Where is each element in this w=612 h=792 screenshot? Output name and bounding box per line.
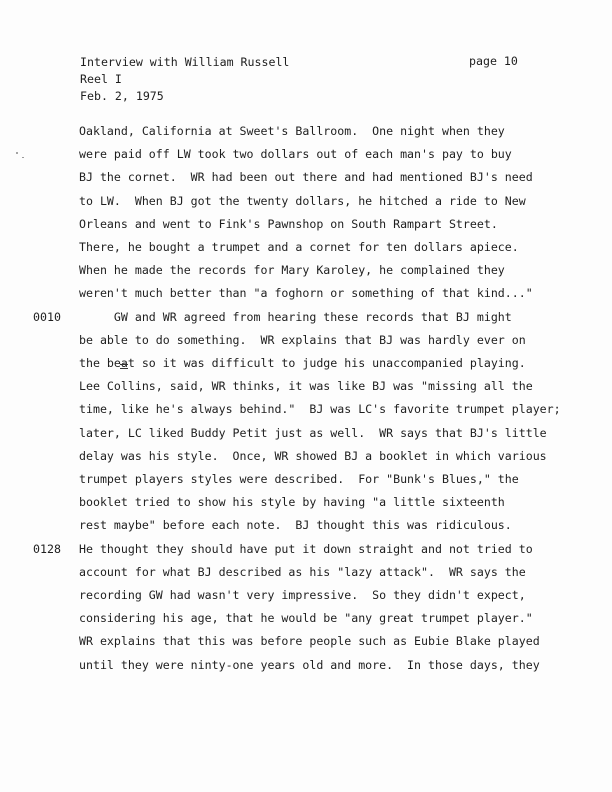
- transcript-line: WR explains that this was before people such as Eubie Blake played: [79, 634, 540, 649]
- transcript-line: later, LC liked Buddy Petit just as well. WR says that BJ's little: [79, 425, 547, 440]
- transcript-line: GW and WR agreed from hearing these records that BJ might: [79, 309, 512, 324]
- transcript-line: He thought they should have put it down straight and not tried to: [79, 541, 533, 556]
- transcript-line: delay was his style. Once, WR showed BJ a booklet in which various: [79, 448, 547, 463]
- transcript-line: rest maybe" before each note. BJ thought this was ridiculous.: [79, 518, 512, 533]
- transcript-line: trumpet players styles were described. For "Bunk's Blues," the: [79, 472, 519, 486]
- transcript-line: Oakland, California at Sweet's Ballroom. One night when they: [79, 124, 505, 138]
- transcript-line: account for what BJ described as his "lazy attack". WR says the: [79, 564, 526, 579]
- transcript-line: were paid off LW took two dollars out of each man's pay to buy: [79, 147, 512, 162]
- transcript-line: to LW. When BJ got the twenty dollars, he hitched a ride to New: [79, 193, 526, 208]
- reel-label: Reel I: [80, 72, 122, 86]
- handwritten-underline-mark: [120, 364, 128, 369]
- timecode-label: 0010: [33, 309, 61, 324]
- interview-date: Feb. 2, 1975: [80, 89, 164, 103]
- scan-speck: [22, 157, 24, 158]
- transcript-line: Lee Collins, said, WR thinks, it was like BJ was "missing all the: [79, 379, 533, 394]
- page-number: page 10: [469, 54, 518, 68]
- transcript-line: BJ the cornet. WR had been out there and had mentioned BJ's need: [79, 170, 533, 185]
- transcript-line: be able to do something. WR explains that BJ was hardly ever on: [79, 332, 526, 347]
- interview-title: Interview with William Russell: [80, 55, 290, 69]
- transcript-line: until they were ninty-one years old and more. In those days, they: [79, 657, 540, 672]
- transcript-line: Orleans and went to Fink's Pawnshop on South Rampart Street.: [79, 216, 498, 231]
- transcript-line: considering his age, that he would be "any great trumpet player.": [79, 611, 533, 626]
- transcript-line: When he made the records for Mary Karoley, he complained they: [79, 263, 505, 278]
- transcript-line: time, like he's always behind." BJ was LC's favorite trumpet player;: [79, 402, 561, 417]
- transcript-line: weren't much better than "a foghorn or something of that kind...": [79, 286, 533, 301]
- scan-speck: [16, 152, 18, 154]
- document-header: [80, 54, 289, 105]
- transcript-line: There, he bought a trumpet and a cornet for ten dollars apiece.: [79, 240, 519, 254]
- transcript-line: booklet tried to show his style by having "a little sixteenth: [79, 495, 505, 510]
- transcript-line: the beat so it was difficult to judge his unaccompanied playing.: [79, 356, 526, 370]
- transcript-line: recording GW had wasn't very impressive. So they didn't expect,: [79, 588, 526, 602]
- timecode-label: 0128: [33, 541, 61, 556]
